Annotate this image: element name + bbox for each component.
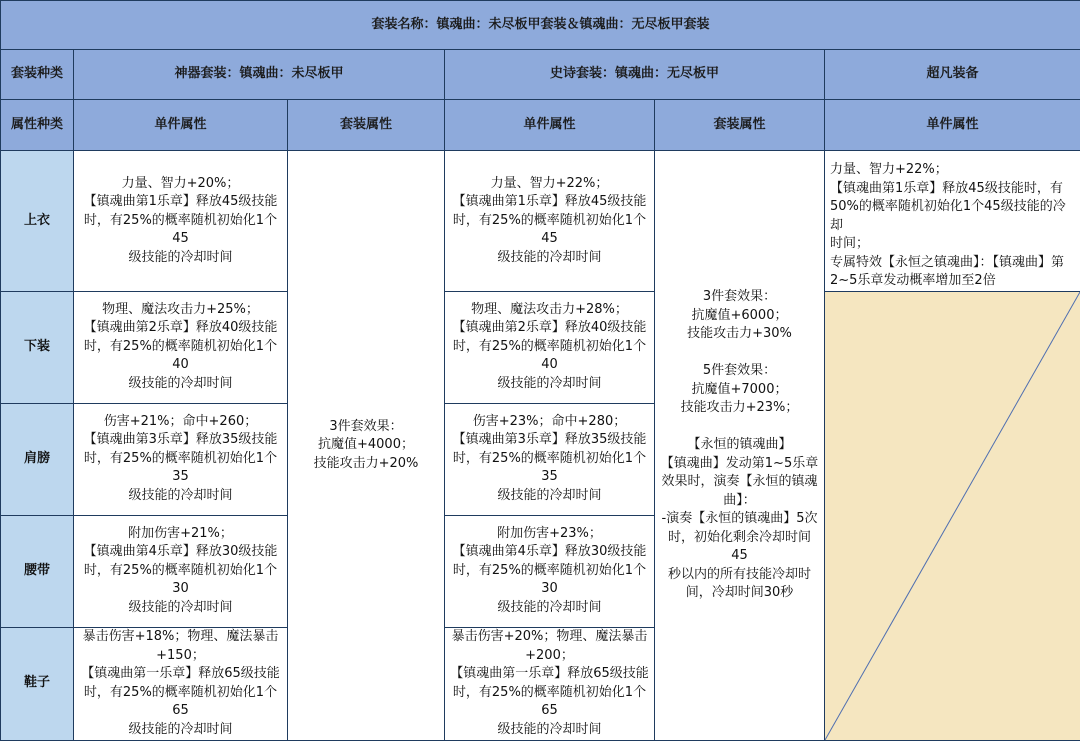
artifact-attr-cell: 物理、魔法攻击力+25%； 【镇魂曲第2乐章】释放40级技能 时，有25%的概率随机初始化1个40 级技能的冷却时间 [74,291,288,403]
diagonal-line [825,292,1080,740]
epic-attr-cell: 力量、智力+22%； 【镇魂曲第1乐章】释放45级技能 时，有25%的概率随机初始化1个45 级技能的冷却时间 [445,151,655,292]
table-title: 套装名称：镇魂曲：未尽板甲套装＆镇魂曲：无尽板甲套装 [1,1,1080,50]
artifact-set-attr-header: 套装属性 [288,100,445,151]
artifact-attr-cell: 暴击伤害+18%；物理、魔法暴击 +150； 【镇魂曲第一乐章】释放65级技能 时，有25%的概率随机初始化1个65 级技能的冷却时间 [74,627,288,740]
set-type-label: 套装种类 [1,50,74,100]
blank-diagonal-cell [825,291,1080,740]
artifact-set-bonus-cell: 3件套效果： 抗魔值+4000； 技能攻击力+20% [288,151,445,741]
epic-single-header: 单件属性 [445,100,655,151]
epic-set-bonus-cell: 3件套效果： 抗魔值+6000； 技能攻击力+30% 5件套效果： 抗魔值+7000； 技能攻击力+23%； 【永恒的镇魂曲】 【镇魂曲】发动第1~5乐章 效果时，演奏【永恒的镇魂 曲】： -演奏【永恒的镇魂曲】5次 时，初始化剩余冷却时间45 秒以内的所有技能冷却时 间，冷却时间30秒 [655,151,825,741]
table-row [1,291,1080,403]
epic-attr-cell: 物理、魔法攻击力+28%； 【镇魂曲第2乐章】释放40级技能 时，有25%的概率随机初始化1个40 级技能的冷却时间 [445,291,655,403]
epic-attr-cell: 附加伤害+23%； 【镇魂曲第4乐章】释放30级技能 时，有25%的概率随机初始化1个30 级技能的冷却时间 [445,515,655,627]
table-row [1,151,1080,292]
epic-set-header: 史诗套装：镇魂曲：无尽板甲 [445,50,825,100]
slot-label: 鞋子 [1,627,74,740]
artifact-attr-cell: 力量、智力+20%； 【镇魂曲第1乐章】释放45级技能 时，有25%的概率随机初始化1个45 级技能的冷却时间 [74,151,288,292]
legendary-attr-cell: 力量、智力+22%； 【镇魂曲第1乐章】释放45级技能时，有 50%的概率随机初始化1个45级技能的冷却 时间； 专属特效【永恒之镇魂曲】：【镇魂曲】第 2~5乐章发动概率增加至2倍 [825,151,1080,292]
artifact-single-header: 单件属性 [74,100,288,151]
slot-label: 上衣 [1,151,74,292]
slot-label: 肩膀 [1,403,74,515]
slot-label: 下装 [1,291,74,403]
artifact-attr-cell: 附加伤害+21%； 【镇魂曲第4乐章】释放30级技能 时，有25%的概率随机初始化1个30 级技能的冷却时间 [74,515,288,627]
artifact-set-header: 神器套装：镇魂曲：未尽板甲 [74,50,445,100]
attribute-type-label: 属性种类 [1,100,74,151]
slot-label: 腰带 [1,515,74,627]
legendary-single-header: 单件属性 [825,100,1080,151]
epic-attr-cell: 伤害+23%；命中+280； 【镇魂曲第3乐章】释放35级技能 时，有25%的概率随机初始化1个35 级技能的冷却时间 [445,403,655,515]
epic-attr-cell: 暴击伤害+20%；物理、魔法暴击 +200； 【镇魂曲第一乐章】释放65级技能 时，有25%的概率随机初始化1个65 级技能的冷却时间 [445,627,655,740]
epic-set-attr-header: 套装属性 [655,100,825,151]
legendary-header: 超凡装备 [825,50,1080,100]
artifact-attr-cell: 伤害+21%；命中+260； 【镇魂曲第3乐章】释放35级技能 时，有25%的概率随机初始化1个35 级技能的冷却时间 [74,403,288,515]
